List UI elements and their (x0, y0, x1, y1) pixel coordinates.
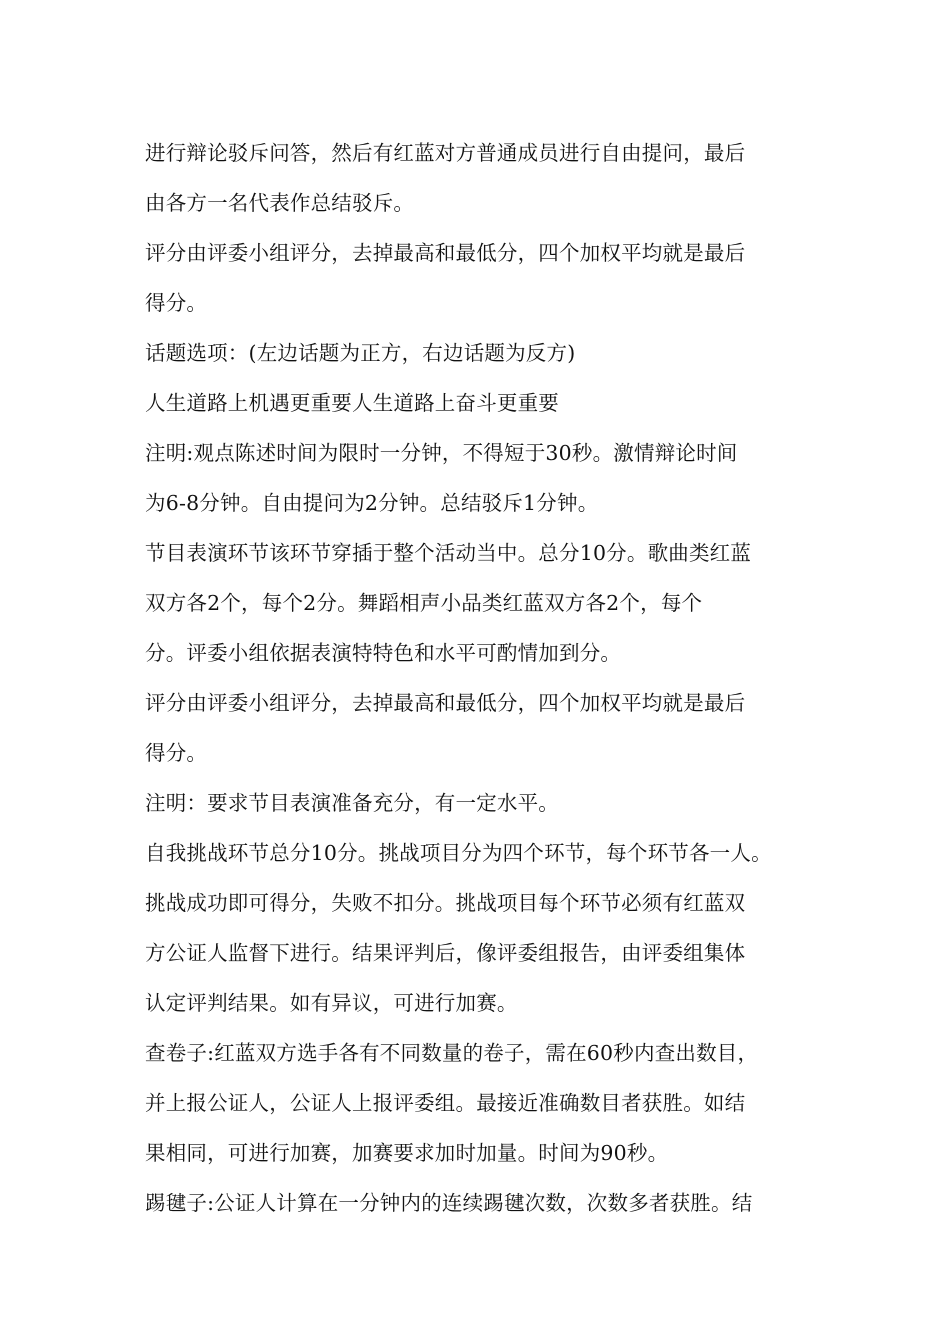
text-line: 查卷子:红蓝双方选手各有不同数量的卷子，需在60秒内查出数目， (145, 1041, 759, 1065)
text-line: 为6-8分钟。自由提问为2分钟。总结驳斥1分钟。 (145, 491, 599, 515)
text-line: 人生道路上机遇更重要人生道路上奋斗更重要 (145, 391, 559, 415)
text-line: 得分。 (145, 291, 208, 315)
text-line: 评分由评委小组评分，去掉最高和最低分，四个加权平均就是最后 (145, 691, 746, 715)
text-line: 注明:观点陈述时间为限时一分钟，不得短于30秒。激情辩论时间 (145, 441, 738, 465)
text-line: 得分。 (145, 741, 208, 765)
text-line: 自我挑战环节总分10分。挑战项目分为四个环节，每个环节各一人。 (145, 841, 772, 865)
document-body (145, 128, 825, 1228)
text-line: 踢毽子:公证人计算在一分钟内的连续踢毽次数，次数多者获胜。结 (145, 1191, 753, 1215)
text-line: 话题选项：(左边话题为正方，右边话题为反方) (145, 341, 576, 365)
text-line: 双方各2个，每个2分。舞蹈相声小品类红蓝双方各2个，每个 (145, 591, 703, 615)
text-line: 挑战成功即可得分，失败不扣分。挑战项目每个环节必须有红蓝双 (145, 891, 746, 915)
text-line: 注明：要求节目表演准备充分，有一定水平。 (145, 791, 559, 815)
text-line: 评分由评委小组评分，去掉最高和最低分，四个加权平均就是最后 (145, 241, 746, 265)
text-line: 节目表演环节该环节穿插于整个活动当中。总分10分。歌曲类红蓝 (145, 541, 752, 565)
text-line: 进行辩论驳斥问答，然后有红蓝对方普通成员进行自由提问，最后 (145, 141, 746, 165)
text-line: 果相同，可进行加赛，加赛要求加时加量。时间为90秒。 (145, 1141, 669, 1165)
text-line: 方公证人监督下进行。结果评判后，像评委组报告，由评委组集体 (145, 941, 746, 965)
text-line: 分。评委小组依据表演特特色和水平可酌情加到分。 (145, 641, 622, 665)
text-line: 认定评判结果。如有异议，可进行加赛。 (145, 991, 518, 1015)
text-line: 由各方一名代表作总结驳斥。 (145, 191, 415, 215)
text-line: 并上报公证人，公证人上报评委组。最接近准确数目者获胜。如结 (145, 1091, 746, 1115)
